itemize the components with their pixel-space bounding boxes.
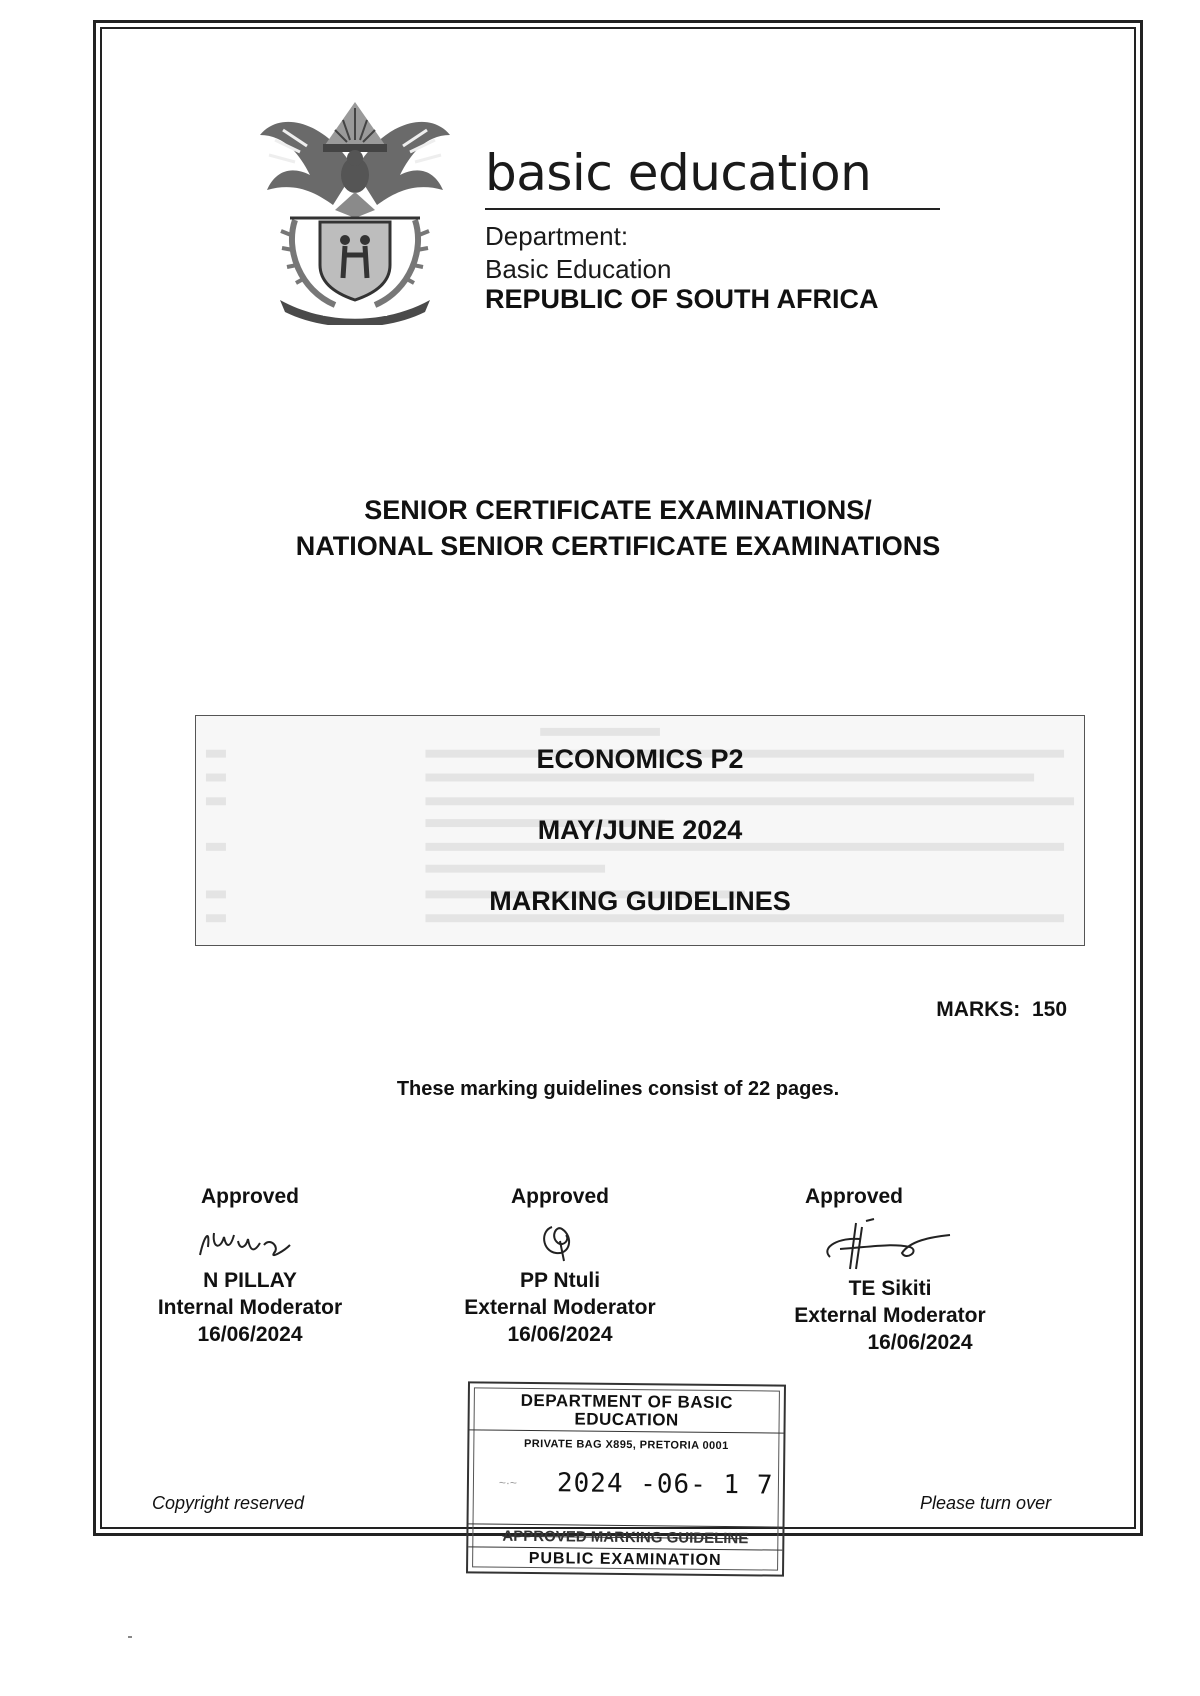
subject-session: MAY/JUNE 2024 xyxy=(537,815,743,845)
approval-date: 16/06/2024 xyxy=(507,1323,613,1346)
approval-label: Approved xyxy=(510,1185,609,1208)
approval-block-3 xyxy=(765,1185,1015,1356)
stamp-heading xyxy=(470,1391,784,1430)
subject-paper: ECONOMICS P2 xyxy=(536,744,744,774)
page-count-note: These marking guidelines consist of 22 pages. xyxy=(396,1078,840,1100)
total-marks: MARKS: 150 xyxy=(936,998,1067,1021)
approver-name: PP Ntuli xyxy=(519,1269,601,1292)
coat-of-arms-icon xyxy=(255,100,455,325)
stamp-line-2: EDUCATION xyxy=(574,1409,679,1430)
approver-role: Internal Moderator xyxy=(157,1296,343,1319)
subject-box xyxy=(195,715,1085,946)
scan-speck xyxy=(128,1636,132,1638)
approver-role: External Moderator xyxy=(794,1304,986,1327)
approval-date: 16/06/2024 xyxy=(867,1331,973,1354)
subject-doc-type: MARKING GUIDELINES xyxy=(489,886,791,916)
signature-3 xyxy=(810,1217,970,1273)
department-line-2: Basic Education xyxy=(485,254,672,284)
approver-name: N PILLAY xyxy=(203,1269,297,1292)
stamp-public-text: PUBLIC EXAMINATION xyxy=(528,1549,722,1570)
exam-title-line-1: SENIOR CERTIFICATE EXAMINATIONS/ xyxy=(364,495,872,525)
department-label xyxy=(485,220,671,286)
stamp-address: PRIVATE BAG X895, PRETORIA 0001 xyxy=(524,1437,729,1453)
brand-underline xyxy=(485,208,940,210)
country-name: REPUBLIC OF SOUTH AFRICA xyxy=(485,284,879,314)
stamp-smudge: ~·~ xyxy=(498,1475,518,1490)
approver-role: External Moderator xyxy=(464,1296,656,1319)
exam-title-line-2: NATIONAL SENIOR CERTIFICATE EXAMINATIONS xyxy=(295,531,941,561)
crest-motto: !KE E: /XARRA //KE xyxy=(322,310,388,318)
exam-title xyxy=(100,492,1136,564)
signature-1 xyxy=(190,1217,310,1265)
approval-label: Approved xyxy=(805,1185,904,1208)
department-line-1: Department: xyxy=(485,221,629,251)
approval-stamp xyxy=(466,1381,786,1576)
approval-block-1 xyxy=(140,1185,360,1348)
approval-block-2 xyxy=(440,1185,680,1348)
approval-label: Approved xyxy=(200,1185,299,1208)
stamp-date: 2024 -06- 1 7 xyxy=(556,1468,774,1501)
stamp-line-1: DEPARTMENT OF BASIC xyxy=(520,1390,734,1413)
approver-name: TE Sikiti xyxy=(848,1277,932,1300)
stamp-approved-text: APPROVED MARKING GUIDELINE xyxy=(502,1527,749,1548)
copyright-notice: Copyright reserved xyxy=(152,1493,305,1513)
signature-2 xyxy=(500,1217,620,1265)
turn-over-notice: Please turn over xyxy=(920,1493,1052,1513)
approval-date: 16/06/2024 xyxy=(197,1323,303,1346)
brand-title: basic education xyxy=(485,144,872,202)
